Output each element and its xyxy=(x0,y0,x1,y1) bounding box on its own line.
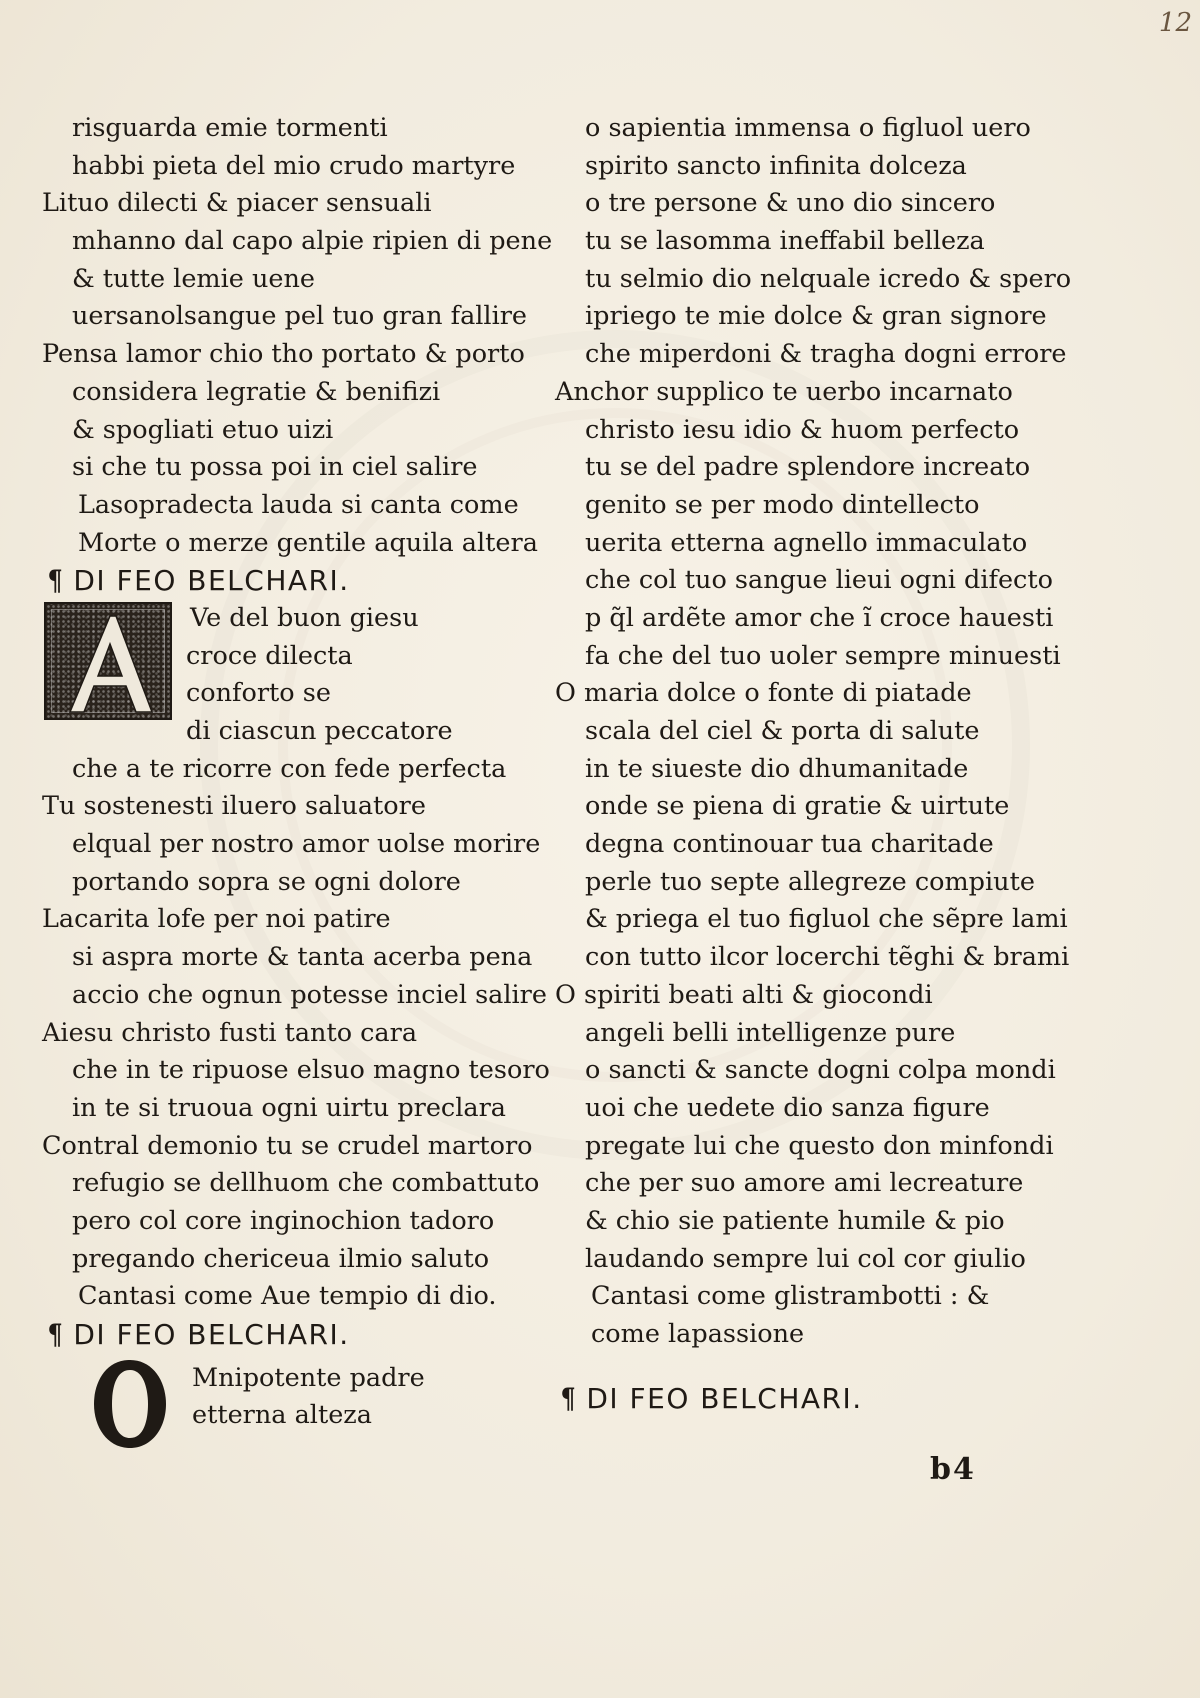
pilcrow-icon: ¶ xyxy=(560,1381,577,1415)
verse-line: Lituo dilecti & piacer sensuali xyxy=(42,188,432,219)
verse-block-2 xyxy=(42,751,550,1279)
section-heading xyxy=(46,1316,532,1354)
verse-line: che a te ricorre con fede perfecta xyxy=(72,753,507,784)
verse-line: di ciascun peccatore xyxy=(186,716,453,746)
verse-line: Ve del buon giesu xyxy=(190,602,419,633)
heading-text: DI FEO BELCHARI. xyxy=(586,1381,863,1415)
verse-line: christo iesu idio & huom perfecto xyxy=(585,414,1020,445)
verse-line: habbi pieta del mio crudo martyre xyxy=(72,150,516,181)
verse-line: in te siueste dio dhumanitade xyxy=(585,753,969,784)
verse-line: & tutte lemie uene xyxy=(72,263,315,294)
verse-line: che per suo amore ami lecreature xyxy=(585,1168,1024,1199)
verse-line: che col tuo sangue lieui ogni difecto xyxy=(585,565,1053,596)
verse-line: portando sopra se ogni dolore xyxy=(72,866,461,897)
melody-note: Lasopradecta lauda si canta come xyxy=(78,489,519,520)
initial-lines xyxy=(186,600,453,751)
verse-line: che miperdoni & tragha dogni errore xyxy=(585,339,1067,370)
verse-line: accio che ognun potesse inciel salire xyxy=(72,979,547,1010)
verse-line: che in te ripuose elsuo magno tesoro xyxy=(72,1055,550,1086)
verse-line: o sapientia immensa o figluol uero xyxy=(585,113,1031,143)
verse-line: Contral demonio tu se crudel martoro xyxy=(42,1130,533,1161)
verse-line: tu se lasomma ineffabil belleza xyxy=(585,226,985,257)
verse-line: in te si truoua ogni uirtu preclara xyxy=(72,1092,506,1123)
verse-line: risguarda emie tormenti xyxy=(72,113,388,143)
verse-line: angeli belli intelligenze pure xyxy=(585,1017,956,1048)
verse-line: Aiesu christo fusti tanto cara xyxy=(42,1017,418,1048)
verse-line: uerita etterna agnello immaculato xyxy=(585,527,1028,558)
verse-line: & chio sie patiente humile & pio xyxy=(585,1205,1005,1236)
signature-mark: b4 xyxy=(930,1452,976,1487)
melody-note: Cantasi come Aue tempio di dio. xyxy=(78,1281,497,1312)
folio-number: 12 xyxy=(1158,8,1192,38)
heading-text: DI FEO BELCHARI. xyxy=(73,564,350,598)
verse-line: o tre persone & uno dio sincero xyxy=(585,188,996,219)
verse-line: spirito sancto infinita dolceza xyxy=(585,150,967,181)
verse-line: & spogliati etuo uizi xyxy=(72,414,334,445)
verse-line: fa che del tuo uoler sempre minuesti xyxy=(585,640,1061,671)
verse-line: O maria dolce o fonte di piatade xyxy=(555,678,972,709)
verse-line: pregate lui che questo don minfondi xyxy=(585,1130,1054,1161)
right-column xyxy=(555,110,1072,1417)
pilcrow-icon: ¶ xyxy=(47,564,64,598)
verse-line: genito se per modo dintellecto xyxy=(585,489,980,520)
verse-line: uoi che uedete dio sanza figure xyxy=(585,1092,990,1123)
verse-line: Lacarita lofe per noi patire xyxy=(42,904,391,935)
verse-line: conforto se xyxy=(186,678,331,709)
initial-paragraph-1 xyxy=(42,600,532,751)
verse-line: uersanolsangue pel tuo gran fallire xyxy=(72,301,528,332)
verse-line: tu se del padre splendore increato xyxy=(585,452,1031,483)
verse-line: tu selmio dio nelquale icredo & spero xyxy=(585,263,1072,294)
melody-note: Morte o merze gentile aquila altera xyxy=(78,527,538,558)
verse-line: ipriego te mie dolce & gran signore xyxy=(585,301,1047,332)
melody-note: Cantasi come glistrambotti : & xyxy=(591,1281,990,1312)
pilcrow-icon: ¶ xyxy=(47,1318,64,1352)
melody-note: come lapassione xyxy=(591,1319,805,1349)
verse-line: perle tuo septe allegreze compiute xyxy=(585,866,1035,897)
verse-line: scala del ciel & porta di salute xyxy=(585,716,980,746)
section-heading xyxy=(46,562,532,600)
verse-line: si aspra morte & tanta acerba pena xyxy=(72,942,533,973)
decorated-initial-a-icon xyxy=(44,602,172,720)
verse-line: laudando sempre lui col cor giulio xyxy=(585,1243,1026,1274)
verse-line: Tu sostenesti iluero saluatore xyxy=(42,791,426,822)
verse-line: pregando chericeua ilmio saluto xyxy=(72,1243,490,1274)
verse-line: o sancti & sancte dogni colpa mondi xyxy=(585,1055,1056,1086)
verse-line: onde se piena di gratie & uirtute xyxy=(585,791,1010,822)
verse-line: con tutto ilcor locerchi tẽghi & brami xyxy=(585,942,1070,973)
verse-line: elqual per nostro amor uolse morire xyxy=(72,829,541,860)
section-heading xyxy=(559,1380,1055,1418)
left-column xyxy=(42,110,553,1435)
initial-lines xyxy=(192,1360,425,1435)
verse-line: si che tu possa poi in ciel salire xyxy=(72,452,478,483)
verse-line: degna continouar tua charitade xyxy=(585,829,994,860)
verse-line: refugio se dellhuom che combattuto xyxy=(72,1168,540,1199)
verse-line: p q̃l ardẽte amor che ĩ croce hauesti xyxy=(585,602,1054,633)
verse-line: croce dilecta xyxy=(186,640,353,671)
verse-line: Pensa lamor chio tho portato & porto xyxy=(42,339,525,370)
verse-line: O spiriti beati alti & giocondi xyxy=(555,979,933,1010)
initial-paragraph-2 xyxy=(42,1360,532,1435)
heading-text: DI FEO BELCHARI. xyxy=(73,1318,350,1352)
verse-line: Mnipotente padre xyxy=(192,1362,425,1393)
verse-block-1 xyxy=(42,110,553,487)
verse-line: pero col core inginochion tadoro xyxy=(72,1205,495,1236)
verse-line: & priega el tuo figluol che sẽpre lami xyxy=(585,904,1068,935)
initial-o-icon xyxy=(90,1356,170,1452)
verse-line: Anchor supplico te uerbo incarnato xyxy=(555,376,1013,407)
verse-line: etterna alteza xyxy=(192,1400,372,1431)
verse-line: mhanno dal capo alpie ripien di pene xyxy=(72,226,553,257)
verse-line: considera legratie & benifizi xyxy=(72,376,441,407)
